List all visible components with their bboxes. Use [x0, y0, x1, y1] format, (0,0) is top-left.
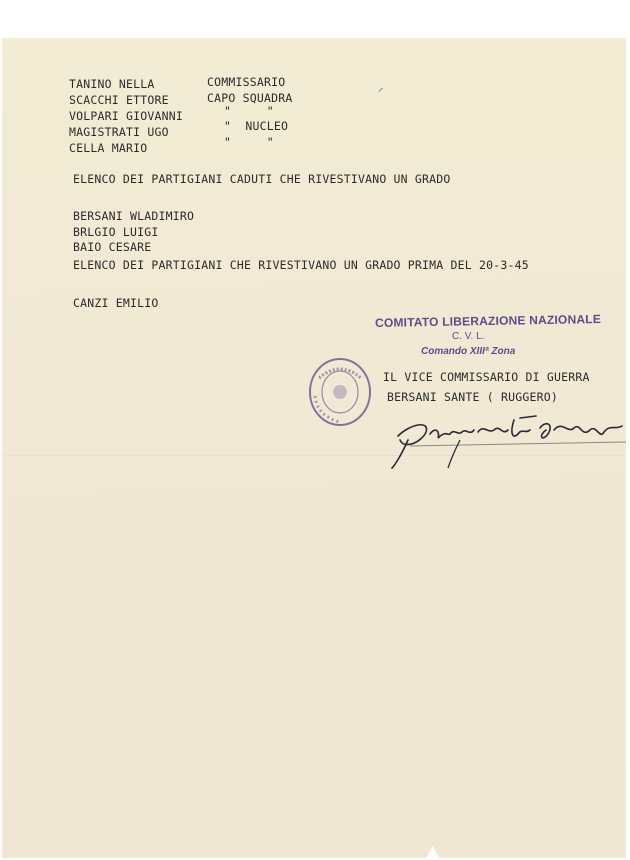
officer-name: MAGISTRATI UGO [69, 125, 169, 139]
officer-name: SCACCHI ETTORE [69, 93, 169, 107]
officer-name: CELLA MARIO [69, 141, 148, 155]
fallen-partisan-name: BRLGIO LUIGI [73, 225, 159, 239]
officer-rank: " NUCLEO [224, 119, 289, 133]
signatory-title: IL VICE COMMISSARIO DI GUERRA [383, 370, 590, 384]
fallen-partisan-name: BERSANI WLADIMIRO [73, 209, 195, 223]
pen-tick-mark: ⸝ [378, 81, 384, 94]
officer-rank: " " [224, 135, 274, 149]
stamp-line-committee: COMITATO LIBERAZIONE NAZIONALE [374, 312, 602, 330]
officer-rank: COMMISSARIO [207, 75, 286, 89]
officer-name: VOLPARI GIOVANNI [69, 109, 183, 123]
officer-rank: " " [224, 104, 274, 118]
section-heading-fallen: ELENCO DEI PARTIGIANI CADUTI CHE RIVESTIVANO UN GRADO [73, 172, 451, 186]
officer-name: TANINO NELLA [69, 77, 155, 91]
signatory-name: BERSANI SANTE ( RUGGERO) [387, 390, 558, 404]
fallen-partisan-name: BAIO CESARE [73, 240, 152, 254]
officer-rank: CAPO SQUADRA [207, 91, 293, 105]
handwritten-signature [390, 410, 630, 470]
prior-rank-partisan-name: CANZI EMILIO [73, 296, 159, 310]
round-seal-stamp [307, 356, 373, 428]
section-heading-prior-rank: ELENCO DEI PARTIGIANI CHE RIVESTIVANO UN GRADO PRIMA DEL 20-3-45 [73, 258, 529, 272]
stamp-line-cvl: C. V. L. [452, 331, 485, 342]
stamp-line-command: Comando XIIIª Zona [421, 346, 516, 357]
